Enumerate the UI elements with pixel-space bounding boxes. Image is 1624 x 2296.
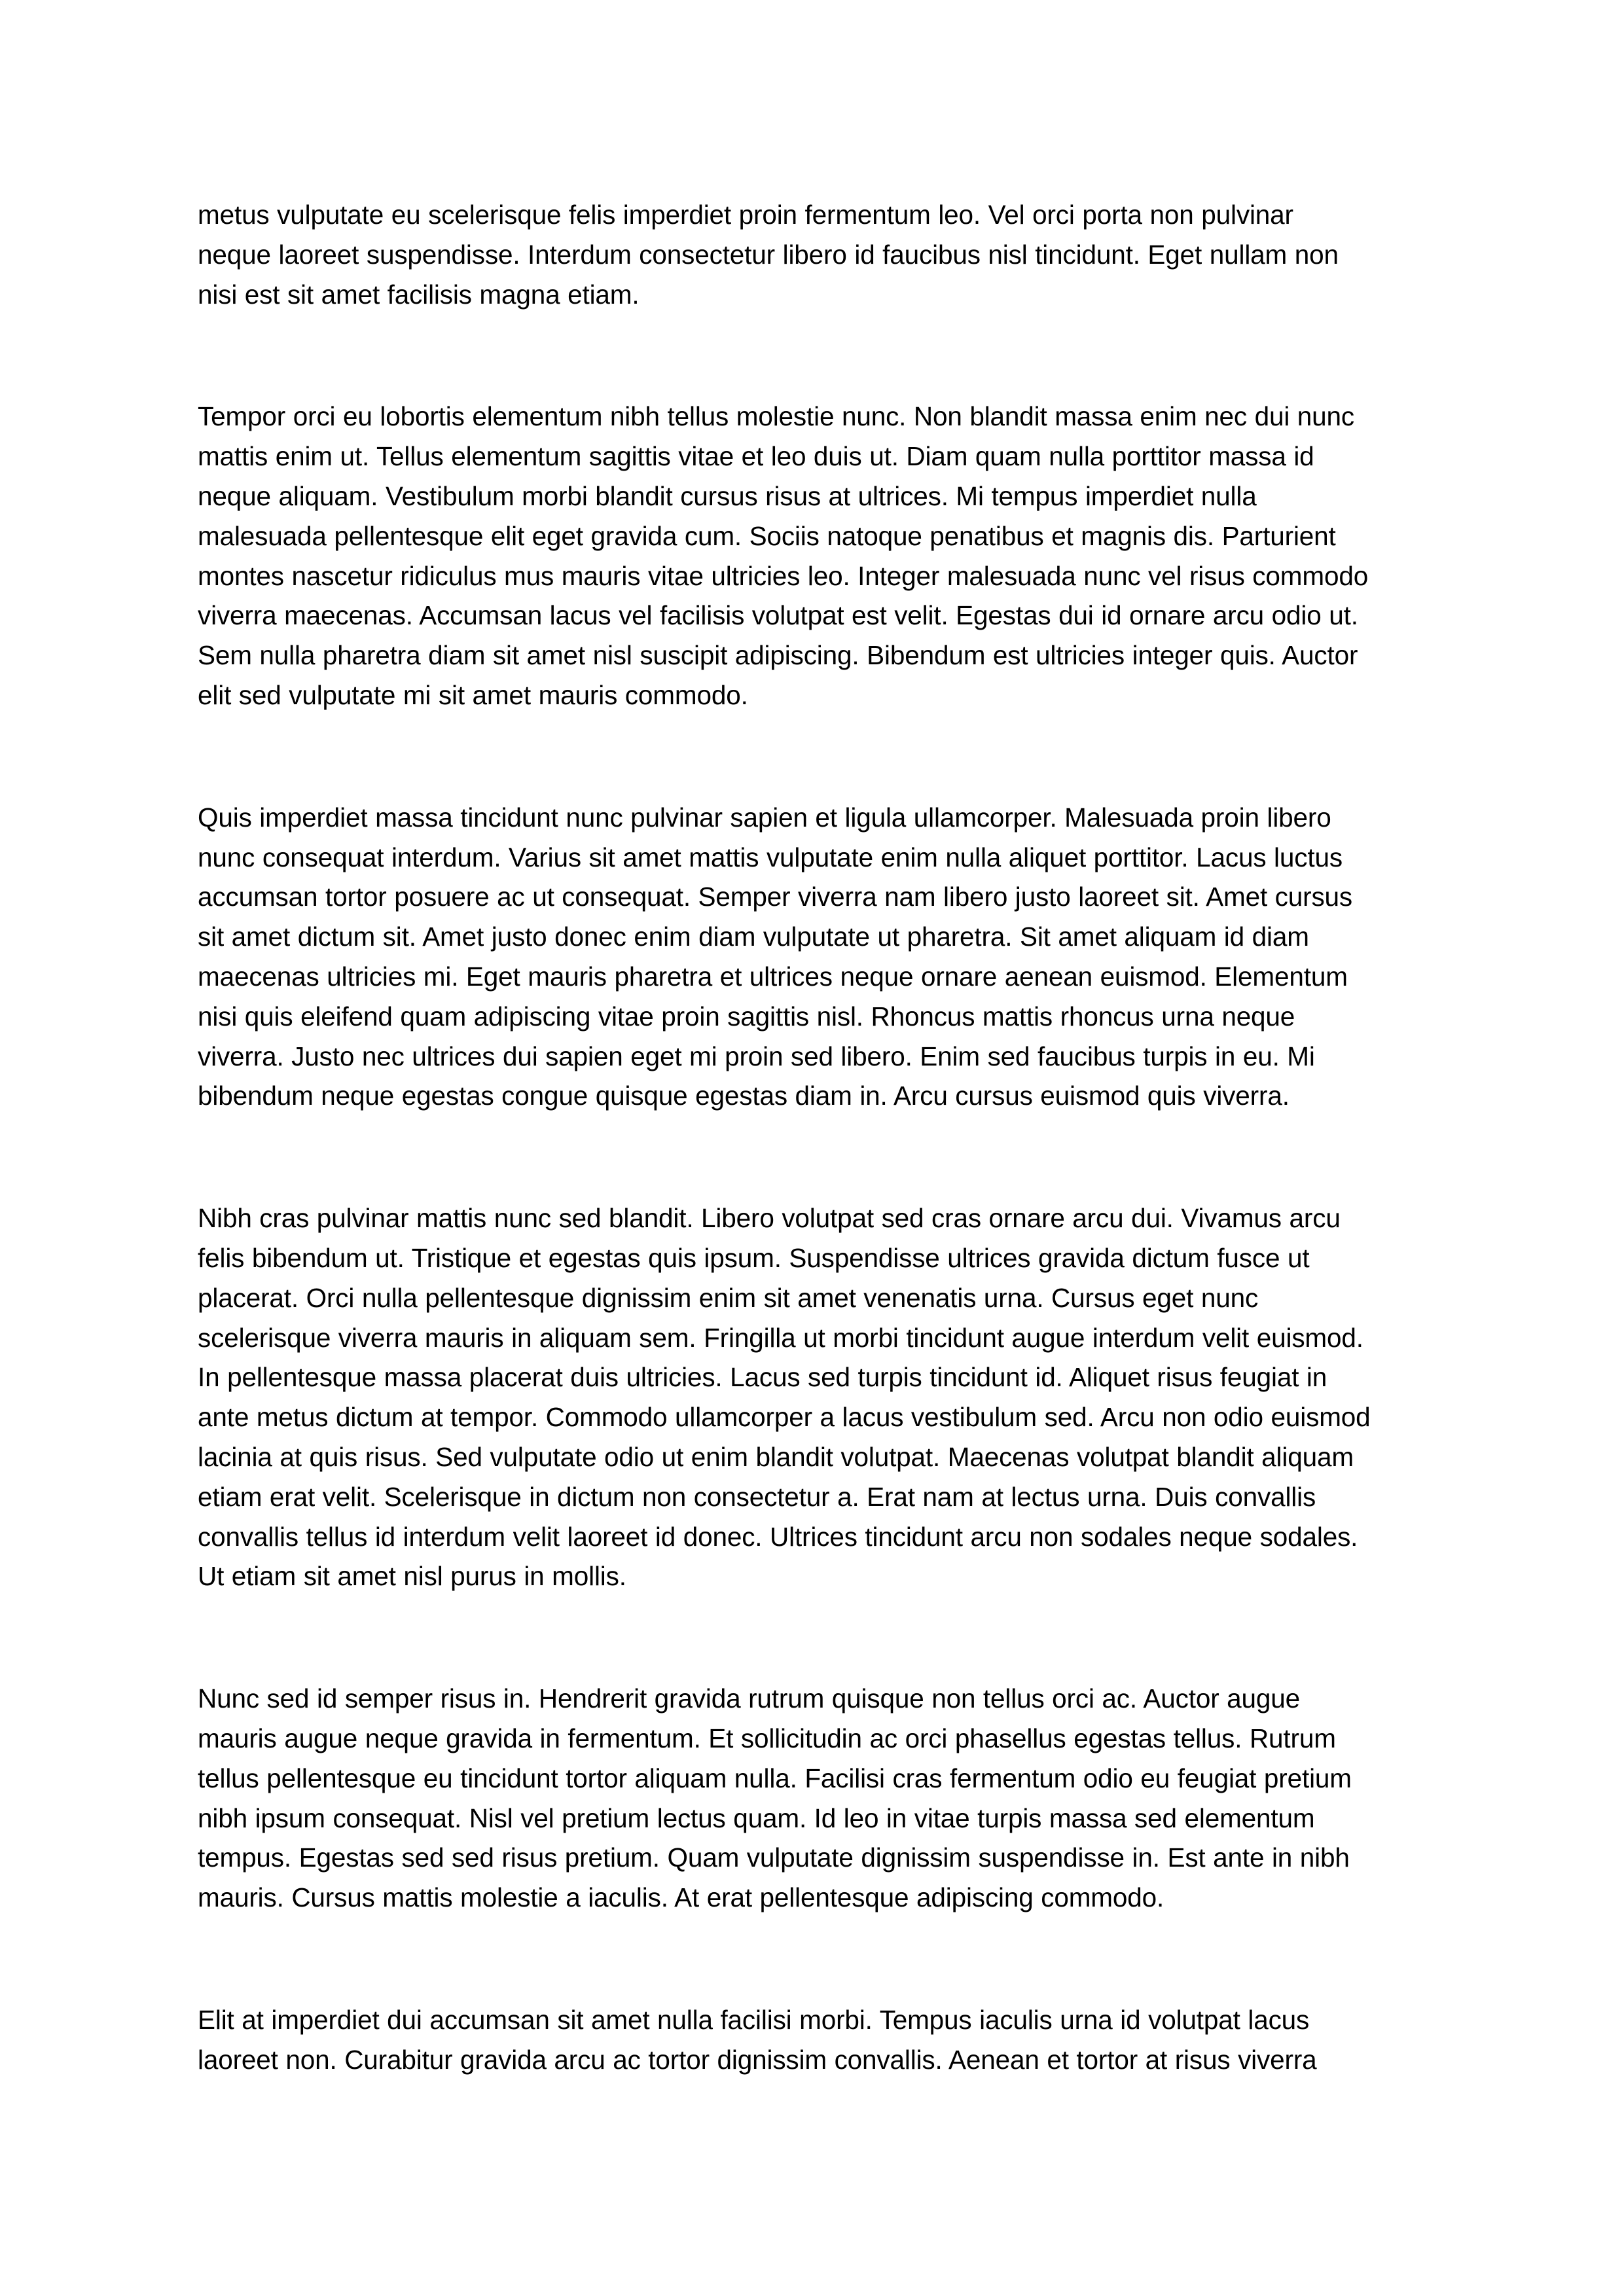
text-line: bibendum neque egestas congue quisque egestas diam in. Arcu cursus euismod quis viverra.	[198, 1081, 1290, 1111]
paragraph-5	[198, 1679, 1441, 1918]
text-line: scelerisque viverra mauris in aliquam sem. Fringilla ut morbi tincidunt augue interdum velit euismod.	[198, 1322, 1363, 1353]
paragraph-4	[198, 1198, 1441, 1596]
text-line: laoreet non. Curabitur gravida arcu ac tortor dignissim convallis. Aenean et tortor at risus viverra	[198, 2044, 1317, 2075]
text-line: accumsan tortor posuere ac ut consequat. Semper viverra nam libero justo laoreet sit. Amet cursus	[198, 882, 1353, 912]
text-line: Ut etiam sit amet nisl purus in mollis.	[198, 1561, 626, 1592]
text-line: felis bibendum ut. Tristique et egestas quis ipsum. Suspendisse ultrices gravida dictum fusce ut	[198, 1242, 1310, 1273]
document-body	[198, 195, 1441, 2162]
text-line: tellus pellentesque eu tincidunt tortor aliquam nulla. Facilisi cras fermentum odio eu feugiat pretium	[198, 1763, 1352, 1793]
text-line: malesuada pellentesque elit eget gravida cum. Sociis natoque penatibus et magnis dis. Parturient	[198, 520, 1336, 551]
text-line: In pellentesque massa placerat duis ultricies. Lacus sed turpis tincidunt id. Aliquet risus feugiat in	[198, 1362, 1327, 1393]
text-line: nisi quis eleifend quam adipiscing vitae proin sagittis nisl. Rhoncus mattis rhoncus urna neque	[198, 1001, 1295, 1031]
text-line: montes nascetur ridiculus mus mauris vitae ultricies leo. Integer malesuada nunc vel risus commodo	[198, 560, 1369, 591]
text-line: Quis imperdiet massa tincidunt nunc pulvinar sapien et ligula ullamcorper. Malesuada proin libero	[198, 802, 1331, 833]
text-line: neque aliquam. Vestibulum morbi blandit cursus risus at ultrices. Mi tempus imperdiet nulla	[198, 480, 1257, 511]
text-line: viverra. Justo nec ultrices dui sapien eget mi proin sed libero. Enim sed faucibus turpis in eu. Mi	[198, 1041, 1315, 1071]
text-line: metus vulputate eu scelerisque felis imperdiet proin fermentum leo. Vel orci porta non pulvinar	[198, 200, 1293, 230]
text-line: nunc consequat interdum. Varius sit amet mattis vulputate enim nulla aliquet porttitor. Lacus luctus	[198, 842, 1343, 872]
text-line: convallis tellus id interdum velit laoreet id donec. Ultrices tincidunt arcu non sodales neque sodales.	[198, 1521, 1358, 1552]
paragraph-1	[198, 195, 1441, 314]
text-line: Tempor orci eu lobortis elementum nibh tellus molestie nunc. Non blandit massa enim nec dui nunc	[198, 401, 1355, 432]
text-line: nisi est sit amet facilisis magna etiam.	[198, 279, 640, 310]
paragraph-3	[198, 798, 1441, 1116]
text-line: lacinia at quis risus. Sed vulputate odio ut enim blandit volutpat. Maecenas volutpat blandit aliquam	[198, 1441, 1354, 1472]
text-line: placerat. Orci nulla pellentesque dignissim enim sit amet venenatis urna. Cursus eget nunc	[198, 1282, 1259, 1313]
text-line: viverra maecenas. Accumsan lacus vel facilisis volutpat est velit. Egestas dui id ornare arcu odio ut.	[198, 600, 1358, 631]
text-line: mauris. Cursus mattis molestie a iaculis. At erat pellentesque adipiscing commodo.	[198, 1882, 1164, 1913]
text-line: etiam erat velit. Scelerisque in dictum non consectetur a. Erat nam at lectus urna. Duis convallis	[198, 1481, 1316, 1512]
text-line: mattis enim ut. Tellus elementum sagittis vitae et leo duis ut. Diam quam nulla porttitor massa id	[198, 441, 1314, 472]
text-line: sit amet dictum sit. Amet justo donec enim diam vulputate ut pharetra. Sit amet aliquam id diam	[198, 922, 1309, 952]
text-line: mauris augue neque gravida in fermentum. Et sollicitudin ac orci phasellus egestas tellus. Rutrum	[198, 1723, 1336, 1753]
text-line: Nunc sed id semper risus in. Hendrerit gravida rutrum quisque non tellus orci ac. Auctor augue	[198, 1683, 1300, 1714]
text-line: ante metus dictum at tempor. Commodo ullamcorper a lacus vestibulum sed. Arcu non odio euismod	[198, 1402, 1371, 1433]
text-line: Elit at imperdiet dui accumsan sit amet nulla facilisi morbi. Tempus iaculis urna id volutpat lacus	[198, 2004, 1310, 2035]
text-line: neque laoreet suspendisse. Interdum consectetur libero id faucibus nisl tincidunt. Eget nullam non	[198, 239, 1339, 270]
text-line: Nibh cras pulvinar mattis nunc sed blandit. Libero volutpat sed cras ornare arcu dui. Vivamus arcu	[198, 1203, 1341, 1234]
text-line: elit sed vulputate mi sit amet mauris commodo.	[198, 679, 748, 710]
text-line: maecenas ultricies mi. Eget mauris pharetra et ultrices neque ornare aenean euismod. Elementum	[198, 961, 1348, 992]
text-line: tempus. Egestas sed sed risus pretium. Quam vulputate dignissim suspendisse in. Est ante in nibh	[198, 1842, 1350, 1873]
paragraph-2	[198, 397, 1441, 715]
text-line: Sem nulla pharetra diam sit amet nisl suscipit adipiscing. Bibendum est ultricies integer quis. Auctor	[198, 640, 1358, 671]
paragraph-6	[198, 2000, 1441, 2080]
text-line: nibh ipsum consequat. Nisl vel pretium lectus quam. Id leo in vitae turpis massa sed elementum	[198, 1803, 1315, 1833]
